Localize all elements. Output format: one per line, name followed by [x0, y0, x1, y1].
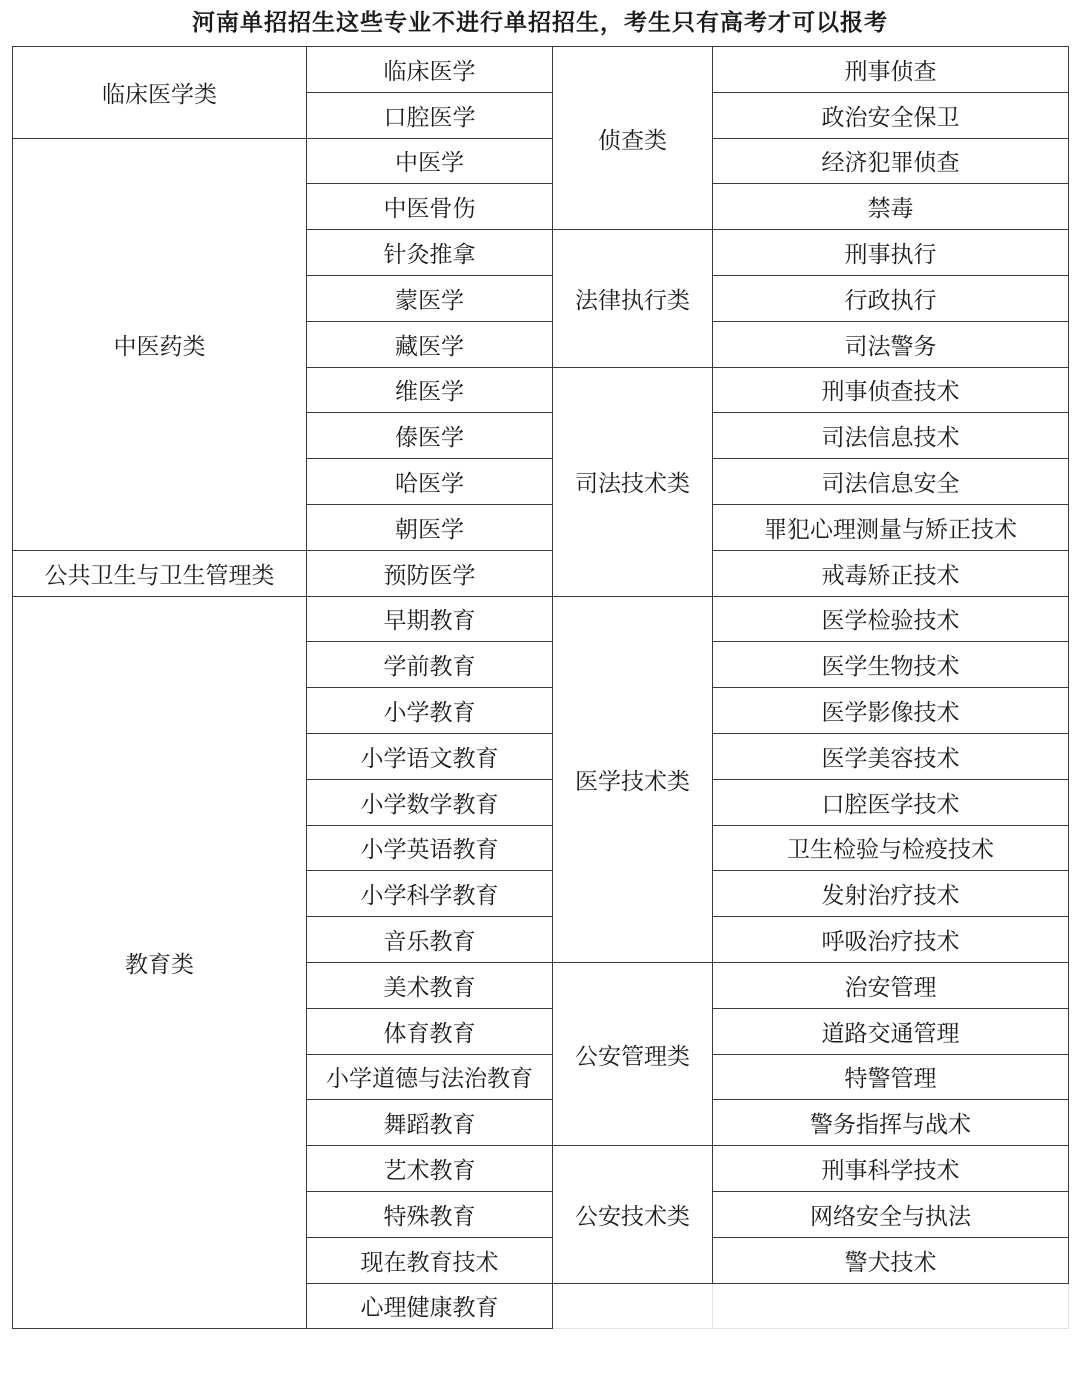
major-cell: 音乐教育 [307, 917, 553, 963]
major-cell: 艺术教育 [307, 1146, 553, 1192]
major-cell: 中医学 [307, 138, 553, 184]
major-cell: 特殊教育 [307, 1191, 553, 1237]
major-cell: 医学影像技术 [713, 688, 1069, 734]
major-cell: 舞蹈教育 [307, 1100, 553, 1146]
major-cell: 小学语文教育 [307, 733, 553, 779]
page-title: 河南单招招生这些专业不进行单招招生，考生只有高考才可以报考 [192, 9, 888, 36]
major-cell: 口腔医学 [307, 92, 553, 138]
major-cell: 禁毒 [713, 184, 1069, 230]
major-cell: 政治安全保卫 [713, 92, 1069, 138]
major-cell: 心理健康教育 [307, 1283, 553, 1329]
major-cell: 医学生物技术 [713, 642, 1069, 688]
major-cell: 预防医学 [307, 550, 553, 596]
category-cell: 侦查类 [553, 47, 713, 230]
major-cell: 司法信息安全 [713, 459, 1069, 505]
major-cell: 刑事侦查 [713, 47, 1069, 93]
major-cell: 学前教育 [307, 642, 553, 688]
category-cell: 公共卫生与卫生管理类 [13, 550, 307, 596]
empty-cell [553, 1283, 713, 1329]
major-cell: 呼吸治疗技术 [713, 917, 1069, 963]
major-cell: 小学英语教育 [307, 825, 553, 871]
category-cell: 临床医学类 [13, 47, 307, 139]
major-cell: 戒毒矫正技术 [713, 550, 1069, 596]
category-cell: 公安技术类 [553, 1146, 713, 1283]
major-cell: 警犬技术 [713, 1237, 1069, 1283]
major-cell: 治安管理 [713, 962, 1069, 1008]
major-cell: 小学教育 [307, 688, 553, 734]
major-cell: 中医骨伤 [307, 184, 553, 230]
major-cell: 口腔医学技术 [713, 779, 1069, 825]
category-cell: 法律执行类 [553, 230, 713, 367]
major-cell: 傣医学 [307, 413, 553, 459]
major-cell: 网络安全与执法 [713, 1191, 1069, 1237]
major-cell: 行政执行 [713, 275, 1069, 321]
major-cell: 司法信息技术 [713, 413, 1069, 459]
major-cell: 临床医学 [307, 47, 553, 93]
major-cell: 现在教育技术 [307, 1237, 553, 1283]
major-cell: 早期教育 [307, 596, 553, 642]
major-cell: 罪犯心理测量与矫正技术 [713, 504, 1069, 550]
major-cell: 哈医学 [307, 459, 553, 505]
major-cell: 特警管理 [713, 1054, 1069, 1100]
category-cell: 教育类 [13, 596, 307, 1329]
major-cell: 司法警务 [713, 321, 1069, 367]
major-cell: 医学检验技术 [713, 596, 1069, 642]
major-cell: 卫生检验与检疫技术 [713, 825, 1069, 871]
major-cell: 道路交通管理 [713, 1008, 1069, 1054]
category-cell: 中医药类 [13, 138, 307, 550]
major-cell: 医学美容技术 [713, 733, 1069, 779]
major-cell: 经济犯罪侦查 [713, 138, 1069, 184]
major-cell: 发射治疗技术 [713, 871, 1069, 917]
major-cell: 藏医学 [307, 321, 553, 367]
major-table [12, 46, 1069, 1329]
major-cell: 小学数学教育 [307, 779, 553, 825]
major-cell: 小学道德与法治教育 [307, 1054, 553, 1100]
category-cell: 医学技术类 [553, 596, 713, 962]
major-cell: 朝医学 [307, 504, 553, 550]
major-cell: 维医学 [307, 367, 553, 413]
major-cell: 刑事侦查技术 [713, 367, 1069, 413]
major-cell: 美术教育 [307, 962, 553, 1008]
category-cell: 司法技术类 [553, 367, 713, 596]
major-cell: 蒙医学 [307, 275, 553, 321]
category-cell: 公安管理类 [553, 962, 713, 1145]
major-cell: 刑事科学技术 [713, 1146, 1069, 1192]
major-cell: 体育教育 [307, 1008, 553, 1054]
empty-cell [713, 1283, 1069, 1329]
major-cell: 警务指挥与战术 [713, 1100, 1069, 1146]
major-cell: 针灸推拿 [307, 230, 553, 276]
major-cell: 小学科学教育 [307, 871, 553, 917]
major-cell: 刑事执行 [713, 230, 1069, 276]
